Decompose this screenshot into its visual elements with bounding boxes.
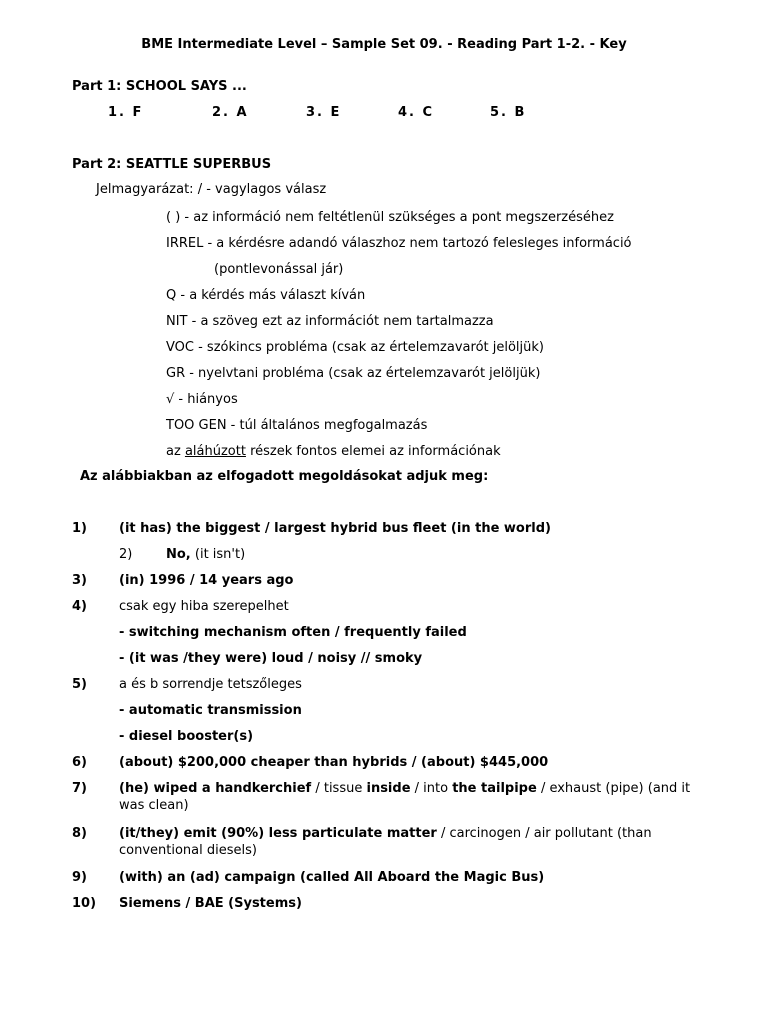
item-answer-line: - switching mechanism often / frequently failed bbox=[119, 625, 467, 640]
legend-item: √ - hiányos bbox=[166, 392, 238, 407]
legend-item: ( ) - az információ nem feltétlenül szükséges a pont megszerzéséhez bbox=[166, 210, 614, 225]
item-number: 1) bbox=[72, 521, 87, 536]
part1-answer-3: 3. E bbox=[306, 105, 342, 120]
item-number: 8) bbox=[72, 826, 87, 841]
legend-item: GR - nyelvtani probléma (csak az értelemzavarót jelöljük) bbox=[166, 366, 541, 381]
item-answer-part: (it/they) emit (90%) less particulate matter bbox=[119, 826, 437, 841]
legend-post: részek fontos elemei az információnak bbox=[245, 444, 501, 459]
item-number: 4) bbox=[72, 599, 87, 614]
item-answer-part: the tailpipe bbox=[452, 781, 537, 796]
item-answer bbox=[119, 825, 694, 859]
item-number: 3) bbox=[72, 573, 87, 588]
item-answer-part: (he) wiped a handkerchief bbox=[119, 781, 312, 796]
item-note: a és b sorrendje tetszőleges bbox=[119, 677, 302, 692]
legend-title: Jelmagyarázat: / - vagylagos válasz bbox=[96, 182, 327, 197]
item-answer bbox=[166, 546, 245, 563]
legend-item: Q - a kérdés más választ kíván bbox=[166, 288, 366, 303]
item-answer-line: - automatic transmission bbox=[119, 703, 302, 718]
item-answer bbox=[119, 780, 694, 814]
item-answer-part: / carcinogen / air pollutant (than conventional diesels) bbox=[119, 826, 652, 858]
item-answer: (with) an (ad) campaign (called All Aboard the Magic Bus) bbox=[119, 870, 545, 885]
part1-heading: Part 1: SCHOOL SAYS ... bbox=[72, 79, 247, 94]
item-answer-bold: No, bbox=[166, 547, 191, 562]
item-answer: (about) $200,000 cheaper than hybrids / (about) $445,000 bbox=[119, 755, 549, 770]
item-number: 7) bbox=[72, 781, 87, 796]
page-title: BME Intermediate Level – Sample Set 09. - Reading Part 1-2. - Key bbox=[141, 37, 627, 52]
part1-answer-4: 4. C bbox=[398, 105, 435, 120]
item-answer-part: / into bbox=[410, 781, 453, 796]
item-number: 10) bbox=[72, 896, 97, 911]
item-answer: (it has) the biggest / largest hybrid bus fleet (in the world) bbox=[119, 521, 551, 536]
part1-answer-2: 2. A bbox=[212, 105, 249, 120]
legend-item: IRREL - a kérdésre adandó válaszhoz nem tartozó felesleges információ bbox=[166, 236, 632, 251]
item-answer: Siemens / BAE (Systems) bbox=[119, 896, 302, 911]
item-answer-line: - diesel booster(s) bbox=[119, 729, 254, 744]
legend-item: NIT - a szöveg ezt az információt nem tartalmazza bbox=[166, 314, 494, 329]
part1-answer-1: 1. F bbox=[108, 105, 144, 120]
answers-intro: Az alábbiakban az elfogadott megoldásokat adjuk meg: bbox=[80, 469, 489, 484]
legend-item-underline bbox=[166, 443, 501, 460]
legend-item: (pontlevonással jár) bbox=[214, 262, 344, 277]
legend-item: TOO GEN - túl általános megfogalmazás bbox=[166, 418, 428, 433]
underlined-word: aláhúzott bbox=[184, 444, 246, 459]
item-answer-part: / tissue bbox=[311, 781, 367, 796]
item-number: 2) bbox=[119, 547, 133, 562]
item-answer: (in) 1996 / 14 years ago bbox=[119, 573, 294, 588]
item-note: csak egy hiba szerepelhet bbox=[119, 599, 289, 614]
part2-heading: Part 2: SEATTLE SUPERBUS bbox=[72, 157, 272, 172]
item-number: 6) bbox=[72, 755, 87, 770]
item-number: 9) bbox=[72, 870, 87, 885]
item-answer-part: / exhaust (pipe) (and it was clean) bbox=[119, 781, 691, 813]
item-answer-part: inside bbox=[366, 781, 411, 796]
legend-pre: az bbox=[166, 444, 185, 459]
item-answer-rest: (it isn't) bbox=[190, 547, 246, 562]
part1-answer-5: 5. B bbox=[490, 105, 527, 120]
item-number: 5) bbox=[72, 677, 87, 692]
legend-item: VOC - szókincs probléma (csak az értelemzavarót jelöljük) bbox=[166, 340, 544, 355]
item-answer-line: - (it was /they were) loud / noisy // smoky bbox=[119, 651, 423, 666]
